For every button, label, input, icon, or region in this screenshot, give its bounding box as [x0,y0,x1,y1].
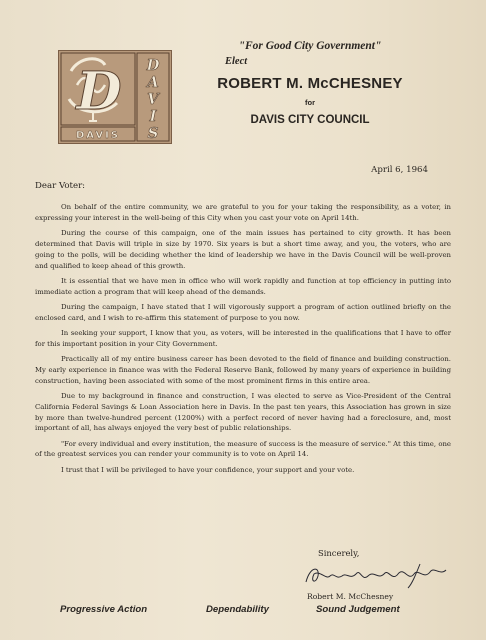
paragraph: Practically all of my entire business career has been devoted to the field of finance and building construction. My early experience in finance was with the Federal Reserve Bank, followed by many years of experience in building construction, having been associated with some of the most prominent firms in this entire area. [35,354,451,385]
paragraph: During the campaign, I have stated that I will vigorously support a program of action outlined briefly on the enclosed card, and I wish to re-affirm this statement of purpose to you now. [35,302,451,322]
logo-letter: V [147,90,159,108]
paragraph: Due to my background in finance and construction, I was elected to serve as Vice-President of the Central California Federal Savings & Loan Association here in Davis. In the past ten years, this Association has grown in size by more than twelve-hundred percent (1200%) with a perfect record of never having had a foreclosure, and, most important of all, has always enjoyed the very best of public relationships. [35,391,451,433]
paragraph: During the course of this campaign, one of the main issues has pertained to city growth. It has been determined that Davis will triple in size by 1970. Six years is but a short time away, and you, the voters, who are going to the polls, will be deciding whether the kind of leadership we have in the Davis Council will be well-proven and qualified to keep ahead of this growth. [35,229,451,270]
logo-bottom-text: DAVIS [75,130,121,141]
logo-letter: I [149,107,157,125]
footer-item: Dependability [206,604,269,615]
signature-name: Robert M. McChesney [307,592,394,601]
elect-label: Elect [225,56,248,67]
paragraph: It is essential that we have men in office who will work rapidly and function at top efficiency in putting into immediate action a program that will keep ahead of the demands. [35,276,451,296]
footer-item: Progressive Action [60,604,148,615]
footer-item: Sound Judgement [316,604,400,615]
paragraph: In seeking your support, I know that you, as voters, will be interested in the qualifications that I have to offer for this important position in your City Government. [35,328,451,348]
davis-logo-graphic [59,51,171,143]
handwritten-signature [300,560,450,590]
paragraph: I trust that I will be privileged to have your confidence, your support and your vote. [61,465,355,474]
letter-date: April 6, 1964 [371,165,428,175]
footer-slogans [0,604,486,624]
logo-letter: A [147,73,159,91]
paragraph: "For every individual and every institution, the measure of success is the measure of service." At this time, one of the greatest services you can render your community is to vote on April 14. [35,439,451,459]
logo-letter: S [147,124,159,142]
letterhead [175,40,445,126]
letter-body [35,202,451,480]
logo-letter: D [146,56,160,74]
slogan: "For Good City Government" [238,40,382,52]
paragraph: On behalf of the entire community, we are grateful to you for your taking the responsibility, as a voter, in expressing your interest in the well-being of this City when you cast your vote on April 14th. [35,203,451,222]
candidate-name: ROBERT M. McCHESNEY [217,75,403,92]
closing: Sincerely, [318,548,360,558]
logo-monogram: D [76,61,122,122]
salutation: Dear Voter: [35,181,86,191]
for-label: for [305,98,315,107]
davis-logo [58,50,172,144]
office-title: DAVIS CITY COUNCIL [250,114,370,126]
